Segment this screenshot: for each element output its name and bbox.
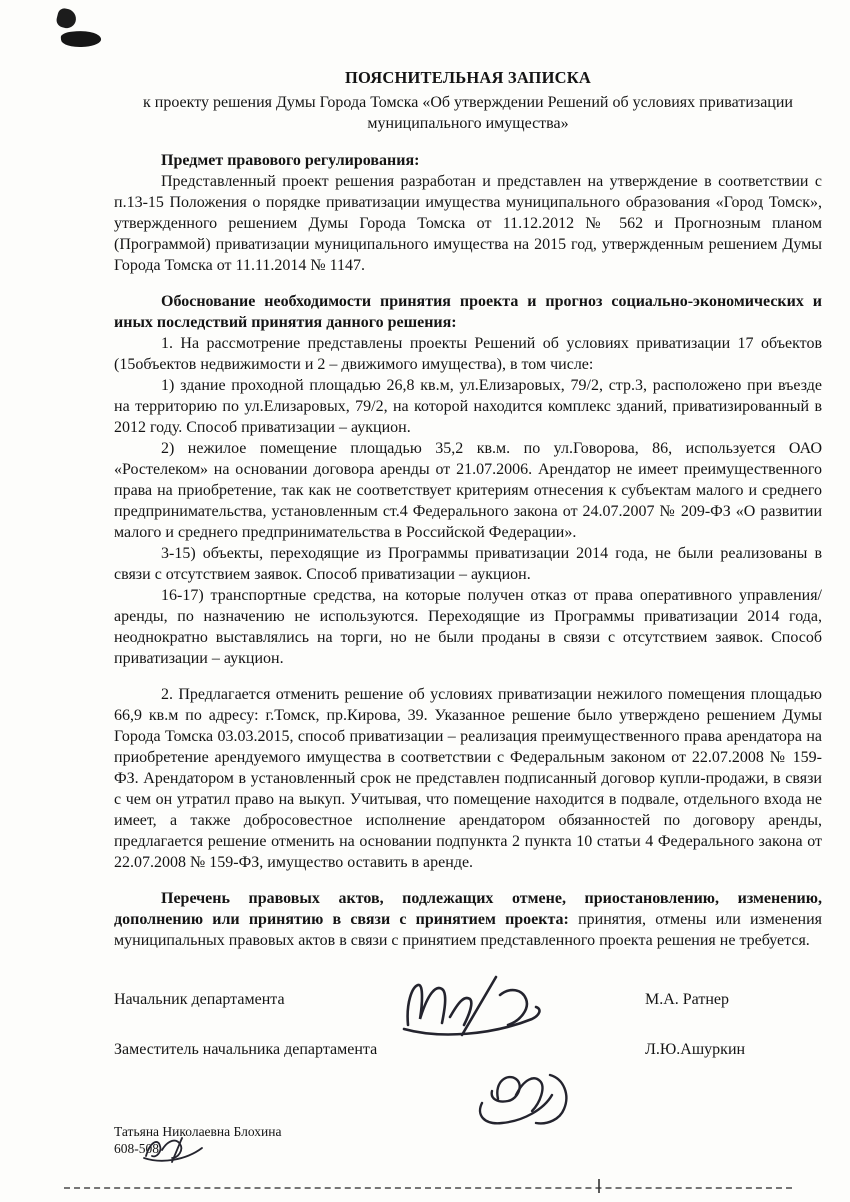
executor-block [114,1123,822,1157]
signature-row [114,991,822,1013]
handwritten-signature-icon [400,973,550,1041]
signature-block [114,991,822,1109]
scan-artifact-tick [598,1179,600,1193]
signature-row [114,1041,822,1063]
executor-phone: 608-508 [114,1141,159,1156]
scan-artifact-mark [55,7,78,30]
handwritten-signature-icon [472,1069,592,1131]
paragraph: Перечень правовых актов, подлежащих отмене, приостановлению, изменению, дополнению или принятию в связи с принятием проекта: принятия, отмены или изменения муниципальных правовых актов в связи с принятием представленного проекта решения не требуется. [114,890,822,949]
paragraph: 1) здание проходной площадью 26,8 кв.м, ул.Елизаровых, 79/2, стр.3, расположено при въезде на территорию по ул.Елизаровых, 79/2, на которой находится комплекс зданий, приватизированный в 2012 году. Способ приватизации – аукцион. [114,377,822,436]
signature-post-label: Начальник департамента [114,991,285,1008]
paragraph: 16-17) транспортные средства, на которые получен отказ от права оперативного управления/аренды, по назначению не используются. Переходящие из Программы приватизации 2014 года, неоднократно выставлялись на торги, но не были проданы в связи с отсутствием заявок. Способ приватизации – аукцион. [114,587,822,667]
paragraph: 1. На рассмотрение представлены проекты Решений об условиях приватизации 17 объектов (15объектов недвижимости и 2 – движимого имущества), в том числе: [114,335,822,373]
document-title: ПОЯСНИТЕЛЬНАЯ ЗАПИСКА [344,68,591,87]
signature-post-label: Заместитель начальника департамента [114,1041,378,1058]
paragraph: 2. Предлагается отменить решение об условиях приватизации нежилого помещения площадью 66,9 кв.м по адресу: г.Томск, пр.Кирова, 39. Указанное решение было утверждено решением Думы Города Томска 03.03.2015, способ приватизации – реализация преимущественного права арендатора на приобретение арендуемого имущества в соответствии с Федеральным законом от 22.07.2008 № 159-ФЗ. Арендатором в установленный срок не представлен подписанный договор купли-продажи, в связи с чем он утратил право на выкуп. Учитывая, что помещение находится в подвале, отдельного входа не имеет, а также добросовестное исполнение арендатором обязанностей по договору аренды, предлагается решение отменить на основании подпункта 2 пункта 10 статьи 4 Федерального закона от 22.07.2008 № 159-ФЗ, имущество оставить в аренде. [114,686,822,871]
section-heading: Обоснование необходимости принятия проекта и прогноз социально-экономических и иных последствий принятия данного решения: [114,293,822,331]
section-heading: Предмет правового регулирования: [161,152,420,169]
signature-person-name: Л.Ю.Ашуркин [645,1041,746,1058]
handwritten-signature-icon [142,1134,206,1164]
scan-artifact-mark [60,30,101,49]
scan-artifact-dashed-line [64,1187,792,1189]
paragraph: 2) нежилое помещение площадью 35,2 кв.м. по ул.Говорова, 86, используется ОАО «Ростелеком» на основании договора аренды от 21.07.2006. Арендатор не имеет преимущественного права на приобретение, так как не соответствует критериям отнесения к субъектам малого и среднего предпринимательства, установленным ст.4 Федерального закона от 24.07.2007 № 209-ФЗ «О развитии малого и среднего предпринимательства в Российской Федерации». [114,440,822,541]
paragraph: 3-15) объекты, переходящие из Программы приватизации 2014 года, не были реализованы в связи с отсутствием заявок. Способ приватизации – аукцион. [114,545,822,583]
signature-person-name: М.А. Ратнер [645,991,730,1008]
executor-name: Татьяна Николаевна Блохина [114,1124,282,1139]
paragraph: Представленный проект решения разработан и представлен на утверждение в соответствии с п.13-15 Положения о порядке приватизации имущества муниципального образования «Город Томск», утвержденного решением Думы Города Томска от 11.12.2012 № 562 и Прогнозным планом (Программой) приватизации муниципального имущества на 2015 год, утвержденным решением Думы Города Томска от 11.11.2014 № 1147. [114,173,822,274]
document-body [114,150,822,951]
document-subtitle: к проекту решения Думы Города Томска «Об утверждении Решений об условиях приватизации муниципального имущества» [143,94,793,132]
